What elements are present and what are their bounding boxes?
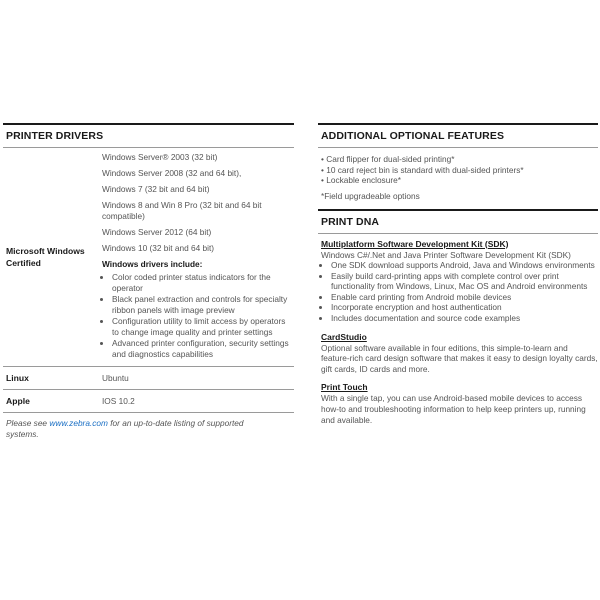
list-item: • Card flipper for dual-sided printing* — [321, 154, 455, 164]
cardstudio-block — [321, 332, 598, 375]
list-item: • Enable card printing from Android mobile devices — [331, 292, 598, 303]
print-dna-body — [318, 234, 598, 426]
list-item: • Configuration utility to limit access by operators to change image quality and printer settings — [112, 316, 294, 337]
print-touch-text: With a single tap, you can use Android-based mobile devices to access how-to and troubleshooting information to help keep printers up, running and available. — [321, 393, 586, 425]
os-item: Windows 7 (32 bit and 64 bit) — [102, 184, 210, 194]
list-item: • Black panel extraction and controls for specialty ribbon panels with image preview — [112, 294, 294, 315]
list-item: • Easily build card-printing apps with complete control over print functionality from Windows, Linux, Mac OS and Android environments — [331, 271, 598, 292]
note-text: Please see — [6, 418, 50, 428]
cardstudio-title: CardStudio — [321, 331, 367, 342]
drivers-include-list — [102, 272, 294, 359]
note-text: for an up-to-date listing of supported systems. — [6, 418, 244, 439]
apple-row — [3, 390, 294, 413]
os-item: Windows 8 and Win 8 Pro (32 bit and 64 bit compatible) — [102, 200, 262, 221]
sdk-list — [321, 260, 598, 324]
print-dna-heading: PRINT DNA — [318, 209, 598, 234]
additional-features-list — [318, 148, 598, 209]
linux-value: Ubuntu — [102, 373, 129, 383]
additional-features-heading: ADDITIONAL OPTIONAL FEATURES — [318, 123, 598, 148]
list-item: • Incorporate encryption and host authentication — [331, 302, 598, 313]
sdk-block — [321, 239, 598, 324]
microsoft-value — [98, 148, 294, 366]
os-item: Windows Server® 2003 (32 bit) — [102, 152, 218, 162]
printer-drivers-heading: PRINTER DRIVERS — [3, 123, 294, 148]
list-item: • 10 card reject bin is standard with dual-sided printers* — [321, 164, 524, 175]
list-item: • Includes documentation and source code examples — [331, 313, 598, 324]
print-touch-block — [321, 382, 598, 425]
cardstudio-text: Optional software available in four editions, this simple-to-learn and feature-rich card design software that makes it easy to design loyalty cards, gift cards, ID cards and more. — [321, 342, 598, 374]
sdk-title: Multiplatform Software Development Kit (SDK) — [321, 238, 509, 249]
os-item: Windows Server 2012 (64 bit) — [102, 227, 212, 237]
linux-row — [3, 367, 294, 390]
right-column — [318, 123, 598, 433]
os-item: Windows 10 (32 bit and 64 bit) — [102, 243, 215, 253]
linux-label: Linux — [6, 373, 29, 383]
print-touch-title: Print Touch — [321, 382, 368, 393]
list-item: • Color coded printer status indicators for the operator — [112, 272, 294, 293]
sdk-intro: Windows C#/.Net and Java Printer Software Development Kit (SDK) — [321, 249, 571, 260]
os-item: Windows Server 2008 (32 and 64 bit), — [102, 168, 242, 178]
list-item: • Lockable enclosure* — [321, 175, 401, 185]
printer-drivers-section — [3, 123, 294, 440]
apple-value: IOS 10.2 — [102, 396, 135, 406]
apple-label: Apple — [6, 396, 30, 406]
list-item: • One SDK download supports Android, Java and Windows environments — [331, 260, 598, 271]
zebra-link[interactable]: www.zebra.com — [49, 418, 108, 428]
drivers-include-heading: Windows drivers include: — [102, 259, 203, 269]
list-item: • Advanced printer configuration, security settings and diagnostics capabilities — [112, 338, 294, 359]
features-footnote: *Field upgradeable options — [321, 190, 420, 201]
microsoft-label: Microsoft Windows Certified — [6, 246, 85, 268]
supported-systems-note — [3, 413, 246, 440]
microsoft-row — [3, 148, 294, 367]
